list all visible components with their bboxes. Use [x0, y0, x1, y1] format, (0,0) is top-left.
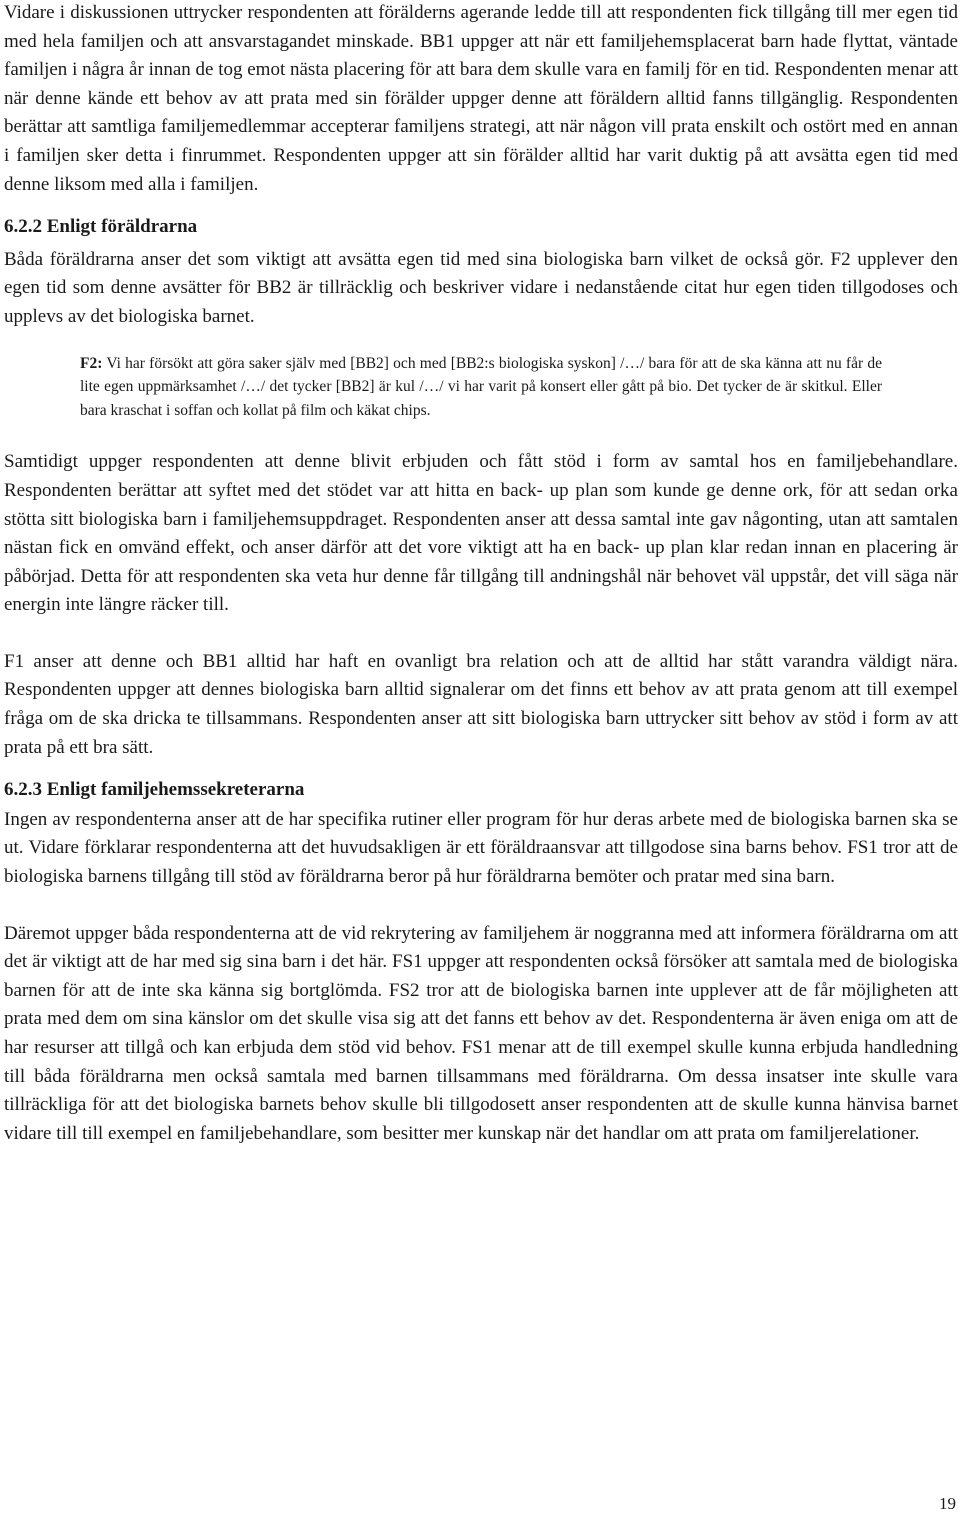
quote-text: Vi har försökt att göra saker själv med [BB2] och med [BB2:s biologiska syskon] /…/ bara för att de ska känna att nu får de lite egen uppmärksamhet /…/ det tycker [BB2] är kul /…/ vi har varit på konsert eller gått på bio. Det tycker de är skitkul. Eller bara kraschat i soffan och kollat på film och käkat chips. [80, 354, 882, 419]
paragraph: Båda föräldrarna anser det som viktigt att avsätta egen tid med sina biologiska barn vilket de också gör. F2 upplever den egen tid som denne avsätter för BB2 är tillräcklig och beskriver vidare i nedanstående citat hur egen tiden tillgodoses och upplevs av det biologiska barnet. [4, 248, 958, 327]
paragraph: Ingen av respondenterna anser att de har specifika rutiner eller program för hur deras arbete med de biologiska barnen ska se ut. Vidare förklarar respondenterna att det huvudsakligen är ett föräldraansvar att tillgodose sina barns behov. FS1 tror att de biologiska barnens tillgång till stöd av föräldrarna beror på hur föräldrarna bemöter och pratar med sina barn. [4, 808, 958, 888]
section-heading: 6.2.2 Enligt föräldrarna [4, 216, 198, 238]
quote-speaker: F2: [80, 354, 103, 372]
page-number: 19 [939, 1494, 956, 1513]
paragraph: Samtidigt uppger respondenten att denne blivit erbjuden och fått stöd i form av samtal hos en familjebehandlare. Respondenten berättar att syftet med det stödet var att hitta en back- up plan som kunde ge denne ork, för att sedan orka stötta sitt biologiska barn i familjehemsuppdraget. Respondenten anser att dessa samtal inte gav någonting, utan att samtalen nästan fick en omvänd effekt, och anser därför att det vore viktigt att ha en back- up plan klar redan innan en placering är påbörjad. Detta för att respondenten ska veta hur denne får tillgång till andningshål när behovet väl uppstår, det vill säga när energin inte längre räcker till. [4, 451, 958, 616]
paragraph: Däremot uppger båda respondenterna att de vid rekrytering av familjehem är noggranna med att informera föräldrarna om att det är viktigt att de har med sig sina barn i det här. FS1 uppger att respondenten också försöker att samtala med de biologiska barnen för att de inte ska känna sig bortglömda. FS2 tror att de biologiska barnen inte upplever att de får möjligheten att prata med dem om sina känslor om det skulle visa sig att det fanns ett behov av det. Respondenterna är även eniga om att de har resurser att tillgå och kan erbjuda dem stöd vid behov. FS1 menar att de till exempel skulle kunna erbjuda handledning till båda föräldrarna men också samtala med barnen tillsammans med föräldrarna. Om dessa insatser inte skulle vara tillräckliga för att det biologiska barnets behov skulle bli tillgodosett anser respondenten att de skulle kunna hänvisa barnet vidare till till exempel en familjebehandlare, som besitter mer kunskap när det handlar om att prata om familjerelationer. [4, 922, 958, 1144]
paragraph: Vidare i diskussionen uttrycker respondenten att förälderns agerande ledde till att respondenten fick tillgång till mer egen tid med hela familjen och att ansvarstagandet minskade. BB1 uppger att när ett familjehemsplacerat barn hade flyttat, väntade familjen i några år innan de tog emot nästa placering för att bara dem skulle vara en familj för en tid. Respondenten menar att när denne kände ett behov av att prata med sin förälder uppger denne att föräldern alltid fanns tillgänglig. Respondenten berättar att samtliga familjemedlemmar accepterar familjens strategi, att när någon vill prata enskilt och ostört med en annan i familjen sker detta i finrummet. Respondenten uppger att sin förälder alltid har varit duktig på att avsätta egen tid med denne liksom med alla i familjen. [4, 2, 958, 195]
paragraph: F1 anser att denne och BB1 alltid har haft en ovanligt bra relation och att de alltid har stått varandra väldigt nära. Respondenten uppger att dennes biologiska barn alltid signalerar om det finns ett behov av att prata genom att till exempel fråga om de ska dricka te tillsammans. Respondenten anser att sitt biologiska barn uttrycker sitt behov av stöd i form av att prata på ett bra sätt. [4, 650, 958, 758]
block-quote [80, 352, 882, 423]
document-page [4, 0, 958, 1148]
section-heading: 6.2.3 Enligt familjehemssekreterarna [4, 779, 305, 801]
